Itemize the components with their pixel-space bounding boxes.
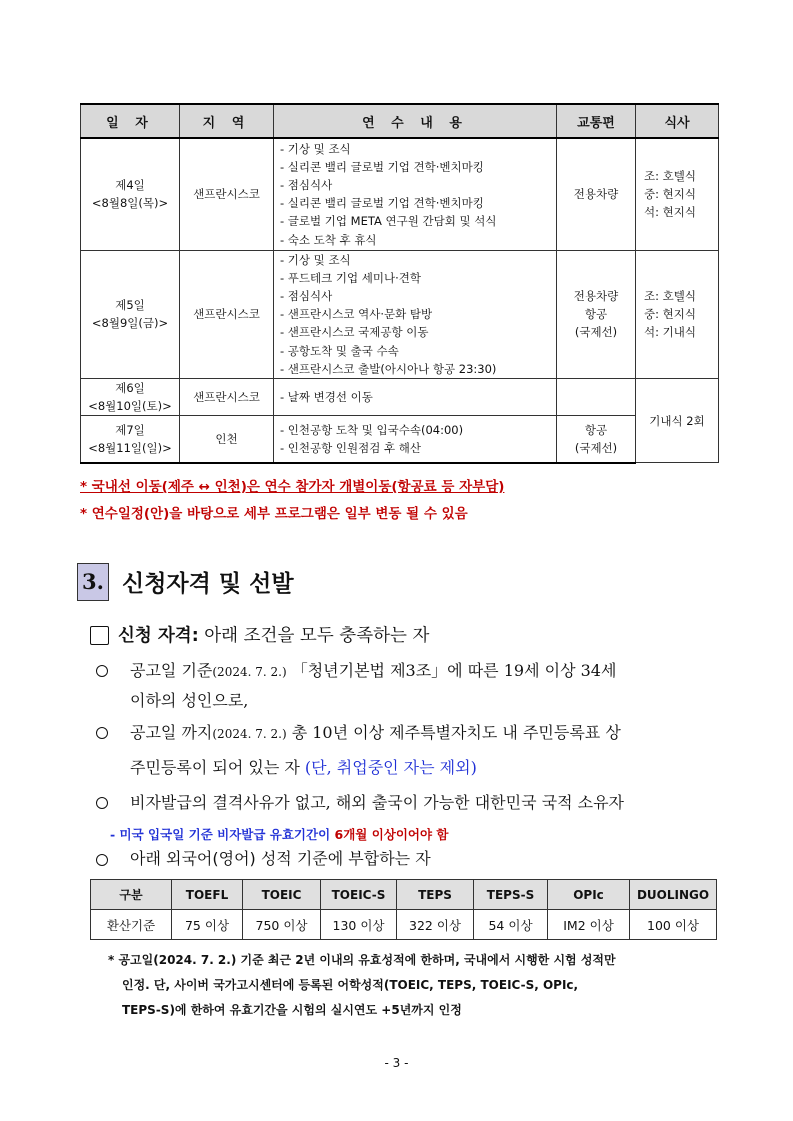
schedule-header-row — [81, 104, 719, 138]
item-age-text2: 「청년기본법 제3조」에 따른 19세 이상 34세 — [286, 661, 617, 680]
score-cell: 환산기준 — [91, 910, 172, 940]
content-line: - 숙소 도착 후 휴식 — [280, 232, 377, 247]
schedule-row-day7 — [81, 416, 719, 463]
transport-line: (국제선) — [574, 325, 618, 340]
note-schedule-change: * 연수일정(안)을 바탕으로 세부 프로그램은 일부 변동 될 수 있음 — [80, 506, 468, 522]
circle-bullet-icon — [96, 797, 108, 809]
score-cell: IM2 이상 — [548, 910, 630, 940]
circle-bullet-icon — [96, 854, 108, 866]
score-cell: 750 이상 — [243, 910, 321, 940]
day6-region: 샌프란시스코 — [180, 378, 274, 415]
section-number: 3. — [77, 563, 109, 601]
visa-note-text: - 미국 입국일 기준 비자발급 유효기간이 — [110, 827, 335, 842]
content-line: - 기상 및 조식 — [280, 252, 351, 267]
footnote-line: TEPS-S)에 한하여 유효기간을 시험의 실시연도 +5년까지 인정 — [122, 1003, 462, 1017]
meal-line: 석: 현지식 — [644, 205, 696, 220]
item-visa: 비자발급의 결격사유가 없고, 해외 출국이 가능한 대한민국 국적 소유자 — [130, 793, 624, 812]
day6-date-label: 제6일 — [115, 380, 145, 395]
score-cell: 130 이상 — [321, 910, 397, 940]
score-cell: 54 이상 — [474, 910, 548, 940]
day5-date — [81, 250, 180, 378]
content-line: - 글로벌 기업 META 연구원 간담회 및 석식 — [280, 214, 497, 229]
content-line: - 실리콘 밸리 글로벌 기업 견학·벤치마킹 — [280, 196, 484, 211]
item-language: 아래 외국어(영어) 성적 기준에 부합하는 자 — [130, 849, 431, 868]
schedule-table — [80, 103, 719, 464]
day5-region: 샌프란시스코 — [180, 250, 274, 378]
day4-region: 샌프란시스코 — [180, 138, 274, 250]
meal-line: 중: 현지식 — [644, 307, 696, 322]
item-age-text: 공고일 기준 — [130, 661, 213, 680]
day6-transport — [557, 378, 636, 415]
content-line: - 실리콘 밸리 글로벌 기업 견학·벤치마킹 — [280, 159, 484, 174]
day7-content — [274, 416, 557, 463]
content-line: - 인천공항 인원점검 후 해산 — [280, 441, 421, 456]
eligibility-heading — [118, 622, 429, 647]
content-line: - 샌프란시스코 역사·문화 탐방 — [280, 307, 433, 322]
page-number: - 3 - — [384, 1056, 409, 1070]
day4-meals — [636, 138, 719, 250]
day6-date — [81, 378, 180, 415]
score-header: DUOLINGO — [630, 880, 717, 910]
eligibility-lead: 아래 조건을 모두 충족하는 자 — [198, 626, 430, 646]
day5-date-label: 제5일 — [115, 298, 145, 312]
day5-content — [274, 250, 557, 378]
item-residence-date: (2024. 7. 2.) — [212, 727, 287, 741]
day5-transport — [557, 250, 636, 378]
score-header: TEPS-S — [474, 880, 548, 910]
circle-bullet-icon — [96, 727, 108, 739]
header-meals: 식사 — [636, 104, 719, 138]
day6-7-meals: 기내식 2회 — [636, 378, 719, 462]
schedule-row-day4 — [81, 138, 719, 250]
transport-line: (국제선) — [574, 441, 618, 456]
score-header: TOEFL — [172, 880, 243, 910]
header-content: 연 수 내 용 — [274, 104, 557, 138]
day5-meals — [636, 250, 719, 378]
visa-note — [110, 825, 449, 843]
header-transport: 교통편 — [557, 104, 636, 138]
transport-line: 항공 — [584, 422, 608, 437]
day4-date — [81, 138, 180, 250]
score-table — [90, 879, 717, 940]
day7-region: 인천 — [180, 416, 274, 463]
transport-line: 전용차량 — [573, 288, 619, 303]
content-line: - 푸드테크 기업 세미나·견학 — [280, 270, 421, 285]
score-cell: 75 이상 — [172, 910, 243, 940]
score-header-row — [91, 880, 717, 910]
visa-note-highlight: 6개월 이상 — [334, 827, 396, 842]
item-residence — [130, 720, 621, 743]
day7-date-value: <8월11일(일)> — [88, 441, 172, 456]
item-age-cont: 이하의 성인으로, — [130, 691, 249, 710]
meal-line: 중: 현지식 — [644, 187, 696, 202]
item-residence-exception: (단, 취업중인 자는 제외) — [304, 758, 477, 777]
score-row — [91, 910, 717, 940]
item-age — [130, 658, 616, 681]
footnote-line: 인정. 단, 사이버 국가고시센터에 등록된 어학성적(TOEIC, TEPS, TOEIC-S, OPIc, — [122, 978, 579, 992]
item-residence-text2: 총 10년 이상 제주특별자치도 내 주민등록표 상 — [286, 723, 621, 742]
section-title: 신청자격 및 선발 — [122, 571, 294, 597]
score-cell: 322 이상 — [397, 910, 474, 940]
meal-line: 조: 호텔식 — [644, 168, 696, 183]
day5-date-value: <8월9일(금)> — [91, 316, 169, 331]
day7-date — [81, 416, 180, 463]
item-residence-text3: 주민등록이 되어 있는 자 — [130, 758, 305, 777]
content-line: - 샌프란시스코 출발(아시아나 항공 23:30) — [280, 361, 497, 376]
day4-date-label: 제4일 — [115, 178, 145, 193]
day7-transport — [557, 416, 636, 463]
content-line: - 기상 및 조식 — [280, 141, 351, 156]
eligibility-label: 신청 자격: — [118, 626, 199, 646]
footnote-line: * 공고일(2024. 7. 2.) 기준 최근 2년 이내의 유효성적에 한하며, 국내에서 시행한 시험 성적만 — [108, 953, 616, 967]
content-line: - 샌프란시스코 국제공항 이동 — [280, 325, 429, 340]
score-cell: 100 이상 — [630, 910, 717, 940]
schedule-row-day6 — [81, 378, 719, 415]
score-header: OPIc — [548, 880, 630, 910]
day7-date-label: 제7일 — [115, 422, 145, 437]
checkbox-icon — [90, 626, 109, 645]
visa-note-tail: 이어야 함 — [395, 827, 449, 842]
day4-content — [274, 138, 557, 250]
day6-content — [274, 378, 557, 415]
day4-transport: 전용차량 — [557, 138, 636, 250]
item-residence-text: 공고일 까지 — [130, 723, 213, 742]
content-line: - 날짜 변경선 이동 — [280, 390, 373, 405]
header-region: 지 역 — [180, 104, 274, 138]
schedule-row-day5 — [81, 250, 719, 378]
score-header: TOEIC-S — [321, 880, 397, 910]
item-age-date: (2024. 7. 2.) — [212, 665, 287, 679]
meal-line: 석: 기내식 — [644, 325, 696, 340]
meal-line: 조: 호텔식 — [644, 288, 696, 303]
header-date: 일 자 — [81, 104, 180, 138]
day4-date-value: <8월8일(목)> — [91, 196, 169, 211]
content-line: - 점심식사 — [280, 178, 333, 193]
item-residence-cont — [130, 755, 477, 778]
score-header: 구분 — [91, 880, 172, 910]
circle-bullet-icon — [96, 665, 108, 677]
content-line: - 점심식사 — [280, 288, 333, 303]
day6-date-value: <8월10일(토)> — [88, 399, 172, 414]
content-line: - 공항도착 및 출국 수속 — [280, 343, 399, 358]
transport-line: 항공 — [584, 307, 608, 322]
content-line: - 인천공항 도착 및 입국수속(04:00) — [280, 422, 464, 437]
note-domestic-flight: * 국내선 이동(제주 ↔ 인천)은 연수 참가자 개별이동(항공료 등 자부담) — [80, 479, 505, 495]
score-header: TEPS — [397, 880, 474, 910]
score-header: TOEIC — [243, 880, 321, 910]
